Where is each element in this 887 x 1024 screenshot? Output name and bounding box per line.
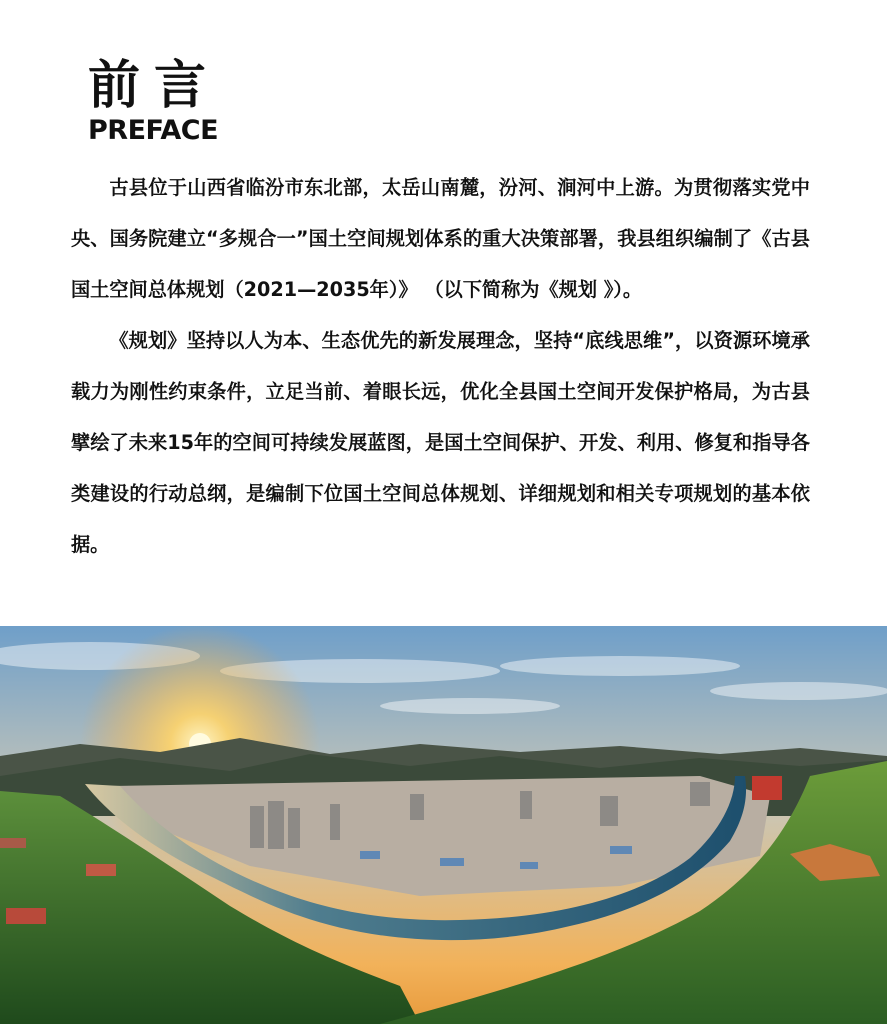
county-panorama-photo <box>0 626 887 1024</box>
house <box>86 864 116 876</box>
house <box>0 838 26 848</box>
red-building <box>752 776 782 800</box>
preface-paragraph-2: 《规划》坚持以人为本、生态优先的新发展理念，坚持“底线思维”，以资源环境承载力为刚性约束条件，立足当前、着眼长远，优化全县国土空间开发保护格局，为古县擘绘了未来15年的空间可持续发展蓝图，是国土空间保护、开发、利用、修复和指导各类建设的行动总纲，是编制下位国土空间总体规划、详细规划和相关专项规划的基本依据。 <box>71 329 810 556</box>
preface-title-en: PREFACE <box>88 115 219 146</box>
house <box>6 908 46 924</box>
preface-body <box>71 162 810 570</box>
panorama-illustration <box>0 626 887 1024</box>
preface-title-zh: 前言 <box>88 56 221 116</box>
preface-paragraph-1: 古县位于山西省临汾市东北部，太岳山南麓，汾河、涧河中上游。为贯彻落实党中央、国务院建立“多规合一”国土空间规划体系的重大决策部署，我县组织编制了《古县国土空间总体规划（2021—2035年）》 （以下简称为《规划 》）。 <box>71 176 810 301</box>
